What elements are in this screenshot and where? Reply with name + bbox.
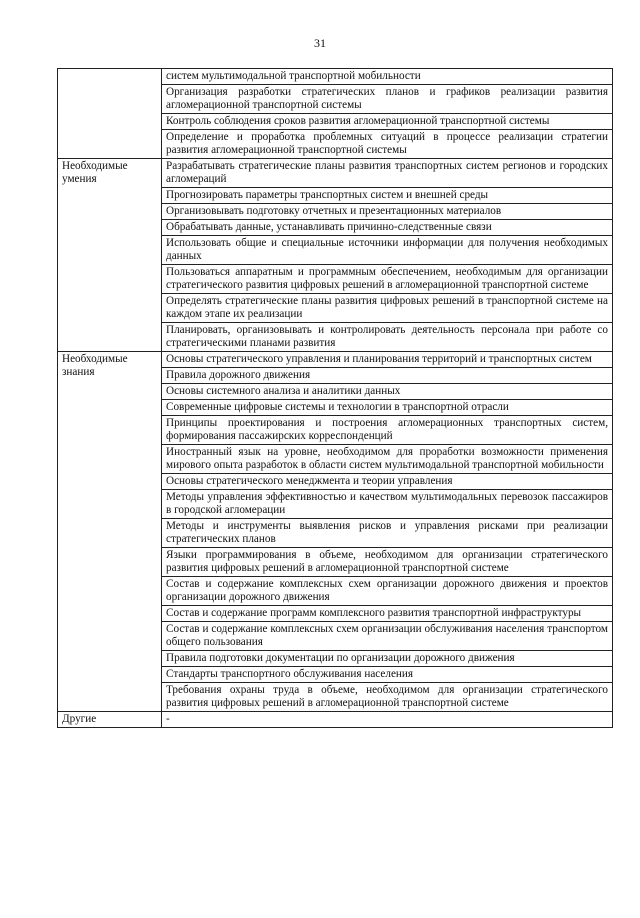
requirement-cell: Организация разработки стратегических планов и графиков реализации развития агломерационной транспортной системы [162, 85, 613, 114]
requirement-cell: Языки программирования в объеме, необходимом для организации стратегического развития цифровых решений в агломерационной транспортной системе [162, 548, 613, 577]
requirement-cell: Контроль соблюдения сроков развития агломерационной транспортной системы [162, 114, 613, 130]
requirement-cell: Требования охраны труда в объеме, необходимом для организации стратегического развития цифровых решений в агломерационной транспортной системе [162, 683, 613, 712]
page-number: 31 [314, 36, 326, 50]
requirement-cell: Организовывать подготовку отчетных и презентационных материалов [162, 204, 613, 220]
requirement-cell: Определение и проработка проблемных ситуаций в процессе реализации стратегии развития агломерационной транспортной системы [162, 130, 613, 159]
requirement-cell: Пользоваться аппаратным и программным обеспечением, необходимым для организации стратегического развития цифровых решений в агломерационной транспортной системе [162, 265, 613, 294]
requirement-cell: - [162, 712, 613, 728]
table-row [58, 159, 613, 188]
section-label: Необходимые умения [58, 159, 162, 352]
requirement-cell: Основы стратегического менеджмента и теории управления [162, 474, 613, 490]
requirement-cell: Правила дорожного движения [162, 368, 613, 384]
requirement-cell: Основы стратегического управления и планирования территорий и транспортных систем [162, 352, 613, 368]
table-row [58, 69, 613, 85]
requirement-cell: Правила подготовки документации по организации дорожного движения [162, 651, 613, 667]
requirement-cell: Методы управления эффективностью и качеством мультимодальных перевозок пассажиров в городской агломерации [162, 490, 613, 519]
requirement-cell: Стандарты транспортного обслуживания населения [162, 667, 613, 683]
requirements-table [57, 68, 613, 728]
requirement-cell: Состав и содержание программ комплексного развития транспортной инфраструктуры [162, 606, 613, 622]
requirement-cell: Состав и содержание комплексных схем организации обслуживания населения транспортом общего пользования [162, 622, 613, 651]
requirement-cell: Планировать, организовывать и контролировать деятельность персонала при работе со стратегическими планами развития [162, 323, 613, 352]
requirement-cell: систем мультимодальной транспортной мобильности [162, 69, 613, 85]
requirement-cell: Обрабатывать данные, устанавливать причинно-следственные связи [162, 220, 613, 236]
table-row [58, 352, 613, 368]
requirement-cell: Принципы проектирования и построения агломерационных транспортных систем, формирования пассажирских корреспонденций [162, 416, 613, 445]
requirement-cell: Современные цифровые системы и технологии в транспортной отрасли [162, 400, 613, 416]
section-label: Другие [58, 712, 162, 728]
requirement-cell: Основы системного анализа и аналитики данных [162, 384, 613, 400]
requirement-cell: Иностранный язык на уровне, необходимом для проработки возможности применения мирового опыта разработок в области систем мультимодальной транспортной мобильности [162, 445, 613, 474]
requirement-cell: Методы и инструменты выявления рисков и управления рисками при реализации стратегических планов [162, 519, 613, 548]
table-row [58, 712, 613, 728]
section-label: Необходимые знания [58, 352, 162, 712]
requirement-cell: Состав и содержание комплексных схем организации дорожного движения и проектов организации дорожного движения [162, 577, 613, 606]
requirement-cell: Разрабатывать стратегические планы развития транспортных систем регионов и городских агломераций [162, 159, 613, 188]
requirement-cell: Прогнозировать параметры транспортных систем и внешней среды [162, 188, 613, 204]
requirement-cell: Определять стратегические планы развития цифровых решений в транспортной системе на каждом этапе их реализации [162, 294, 613, 323]
section-label [58, 69, 162, 159]
requirement-cell: Использовать общие и специальные источники информации для получения необходимых данных [162, 236, 613, 265]
